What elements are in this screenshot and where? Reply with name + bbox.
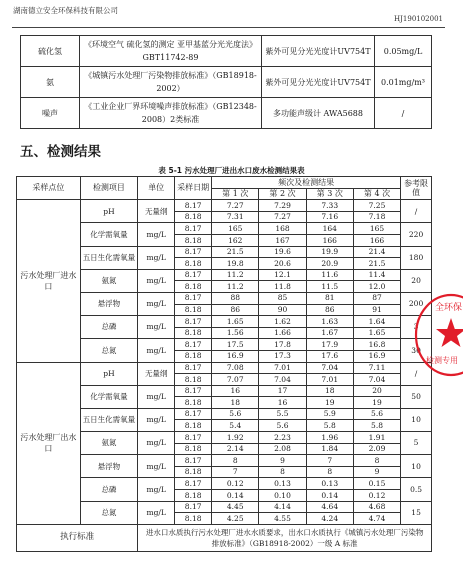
unit: 无量纲 [138, 362, 175, 385]
result-value: 11.4 [353, 269, 400, 281]
sampling-date: 8.18 [175, 211, 212, 223]
result-value: 19.9 [306, 246, 353, 258]
test-item: 五日生化需氧量 [80, 246, 138, 269]
result-value: 8 [306, 466, 353, 478]
unit: mg/L [138, 408, 175, 431]
official-seal-stamp [413, 292, 463, 378]
result-value: 19 [306, 397, 353, 409]
result-value: 2.08 [259, 443, 306, 455]
result-value: 5.6 [353, 408, 400, 420]
result-value: 0.15 [353, 478, 400, 490]
method-instrument: 紫外可见分光光度计UV754T [262, 36, 375, 67]
result-value: 162 [212, 234, 259, 246]
result-value: 11.2 [212, 269, 259, 281]
sampling-date: 8.18 [175, 466, 212, 478]
method-item: 噪声 [21, 98, 80, 129]
svg-text:检测专用: 检测专用 [426, 356, 458, 365]
sampling-date: 8.17 [175, 478, 212, 490]
table-row [17, 362, 432, 374]
sampling-date: 8.17 [175, 455, 212, 467]
result-value: 1.66 [259, 327, 306, 339]
header-ref: 参考限值 [401, 177, 432, 200]
sampling-site: 污水处理厂出水口 [17, 362, 81, 524]
standard-row [17, 524, 432, 551]
sampling-date: 8.18 [175, 258, 212, 270]
result-value: 17.8 [259, 339, 306, 351]
reference-limit: 220 [401, 223, 432, 246]
header-n1: 第 1 次 [212, 188, 259, 200]
sampling-date: 8.17 [175, 292, 212, 304]
result-value: 21.4 [353, 246, 400, 258]
test-item: pH [80, 200, 138, 223]
reference-limit: / [401, 200, 432, 223]
result-value: 11.5 [306, 281, 353, 293]
result-value: 5.6 [212, 408, 259, 420]
result-value: 16.9 [353, 350, 400, 362]
method-instrument: 多功能声级计 AWA5688 [262, 98, 375, 129]
result-value: 7.27 [212, 200, 259, 212]
method-standard: 《环境空气 硫化氢的测定 亚甲基蓝分光光度法》GBT11742-89 [80, 36, 262, 67]
result-value: 0.13 [259, 478, 306, 490]
result-value: 4.25 [212, 513, 259, 525]
unit: mg/L [138, 385, 175, 408]
method-limit: / [375, 98, 432, 129]
sampling-date: 8.18 [175, 443, 212, 455]
result-value: 90 [259, 304, 306, 316]
result-value: 1.65 [353, 327, 400, 339]
sampling-site: 污水处理厂进水口 [17, 200, 81, 362]
sampling-date: 8.17 [175, 223, 212, 235]
result-value: 17.3 [259, 350, 306, 362]
test-item: 化学需氧量 [80, 385, 138, 408]
result-value: 165 [212, 223, 259, 235]
method-item: 氨 [21, 67, 80, 98]
header-item: 检测项目 [80, 177, 138, 200]
result-value: 16.8 [353, 339, 400, 351]
sampling-date: 8.17 [175, 246, 212, 258]
result-value: 1.96 [306, 432, 353, 444]
result-value: 1.91 [353, 432, 400, 444]
result-value: 5.8 [306, 420, 353, 432]
reference-limit: 200 [401, 292, 432, 315]
test-item: 悬浮物 [80, 455, 138, 478]
result-value: 85 [259, 292, 306, 304]
test-item: 化学需氧量 [80, 223, 138, 246]
test-item: 五日生化需氧量 [80, 408, 138, 431]
result-value: 1.62 [259, 316, 306, 328]
result-value: 1.84 [306, 443, 353, 455]
sampling-date: 8.17 [175, 316, 212, 328]
method-item: 硫化氢 [21, 36, 80, 67]
standard-text: 进水口水质执行污水处理厂进水水质要求，出水口水质执行《城镇污水处理厂污染物排放标准》（GB18918-2002）一级 A 标准 [138, 524, 432, 551]
result-value: 17.6 [306, 350, 353, 362]
reference-limit: 180 [401, 246, 432, 269]
result-value: 7.25 [353, 200, 400, 212]
result-value: 166 [306, 234, 353, 246]
header-rule [12, 27, 445, 28]
result-value: 87 [353, 292, 400, 304]
result-value: 168 [259, 223, 306, 235]
result-value: 4.14 [259, 501, 306, 513]
result-value: 2.09 [353, 443, 400, 455]
test-item: 氨氮 [80, 432, 138, 455]
result-value: 2.14 [212, 443, 259, 455]
standard-label: 执行标准 [17, 524, 138, 551]
sampling-date: 8.18 [175, 490, 212, 502]
sampling-date: 8.18 [175, 281, 212, 293]
test-item: 悬浮物 [80, 292, 138, 315]
result-value: 0.13 [306, 478, 353, 490]
result-value: 7.07 [212, 374, 259, 386]
sampling-date: 8.17 [175, 432, 212, 444]
result-value: 20.9 [306, 258, 353, 270]
method-row [21, 36, 432, 67]
reference-limit: 10 [401, 455, 432, 478]
sampling-date: 8.18 [175, 420, 212, 432]
reference-limit: 0.5 [401, 478, 432, 501]
sampling-date: 8.17 [175, 501, 212, 513]
result-value: 16 [259, 397, 306, 409]
result-value: 7.27 [259, 211, 306, 223]
result-value: 4.45 [212, 501, 259, 513]
result-value: 12.1 [259, 269, 306, 281]
result-value: 86 [306, 304, 353, 316]
header-n3: 第 3 次 [306, 188, 353, 200]
result-value: 12.0 [353, 281, 400, 293]
test-item: 总氮 [80, 339, 138, 362]
header-n2: 第 2 次 [259, 188, 306, 200]
method-limit: 0.05mg/L [375, 36, 432, 67]
result-value: 4.68 [353, 501, 400, 513]
result-value: 7.04 [259, 374, 306, 386]
unit: mg/L [138, 455, 175, 478]
result-value: 4.24 [306, 513, 353, 525]
unit: mg/L [138, 339, 175, 362]
method-instrument: 紫外可见分光光度计UV754T [262, 67, 375, 98]
section-title: 五、检测结果 [20, 144, 101, 160]
sampling-date: 8.17 [175, 385, 212, 397]
method-standard: 《工业企业厂界环境噪声排放标准》（GB12348-2008）2类标准 [80, 98, 262, 129]
result-value: 4.64 [306, 501, 353, 513]
result-value: 7.31 [212, 211, 259, 223]
result-value: 8 [212, 455, 259, 467]
result-value: 1.65 [212, 316, 259, 328]
result-value: 16.9 [212, 350, 259, 362]
result-value: 5.8 [353, 420, 400, 432]
unit: mg/L [138, 292, 175, 315]
header-freq: 频次及检测结果 [212, 177, 401, 189]
method-row [21, 98, 432, 129]
sampling-date: 8.18 [175, 304, 212, 316]
report-number: HJ190102001 [394, 15, 443, 23]
sampling-date: 8.17 [175, 269, 212, 281]
result-value: 1.67 [306, 327, 353, 339]
result-value: 18 [306, 385, 353, 397]
test-item: 氨氮 [80, 269, 138, 292]
svg-text:全环保: 全环保 [435, 303, 463, 313]
result-value: 164 [306, 223, 353, 235]
sampling-date: 8.18 [175, 374, 212, 386]
sampling-date: 8.18 [175, 397, 212, 409]
header-n4: 第 4 次 [353, 188, 400, 200]
result-value: 5.9 [306, 408, 353, 420]
unit: 无量纲 [138, 200, 175, 223]
result-value: 86 [212, 304, 259, 316]
reference-limit: 15 [401, 501, 432, 524]
reference-limit: 5 [401, 432, 432, 455]
result-value: 7.18 [353, 211, 400, 223]
result-value: 167 [259, 234, 306, 246]
result-value: 1.56 [212, 327, 259, 339]
unit: mg/L [138, 501, 175, 524]
result-value: 19.8 [212, 258, 259, 270]
result-value: 20 [353, 385, 400, 397]
result-value: 0.14 [212, 490, 259, 502]
result-value: 91 [353, 304, 400, 316]
result-value: 7.04 [353, 374, 400, 386]
result-value: 18 [212, 397, 259, 409]
results-table [16, 176, 432, 552]
result-value: 166 [353, 234, 400, 246]
reference-limit: 50 [401, 385, 432, 408]
sampling-date: 8.18 [175, 350, 212, 362]
method-row [21, 67, 432, 98]
reference-limit: 3 [401, 316, 432, 339]
result-value: 4.55 [259, 513, 306, 525]
result-value: 7.16 [306, 211, 353, 223]
result-value: 7.29 [259, 200, 306, 212]
result-value: 5.4 [212, 420, 259, 432]
result-value: 17.5 [212, 339, 259, 351]
unit: mg/L [138, 432, 175, 455]
reference-limit: / [401, 362, 432, 385]
test-item: 总氮 [80, 501, 138, 524]
result-value: 0.12 [353, 490, 400, 502]
result-value: 165 [353, 223, 400, 235]
result-value: 9 [259, 455, 306, 467]
result-value: 7 [306, 455, 353, 467]
result-value: 0.10 [259, 490, 306, 502]
result-value: 21.5 [353, 258, 400, 270]
method-limit: 0.01mg/m³ [375, 67, 432, 98]
method-table [20, 35, 432, 129]
result-value: 11.8 [259, 281, 306, 293]
result-value: 1.92 [212, 432, 259, 444]
method-standard: 《城镇污水处理厂污染物排放标准》（GB18918-2002） [80, 67, 262, 98]
result-value: 16 [212, 385, 259, 397]
header-unit: 单位 [138, 177, 175, 200]
result-value: 7.04 [306, 362, 353, 374]
result-value: 0.12 [212, 478, 259, 490]
result-value: 4.74 [353, 513, 400, 525]
result-value: 7.11 [353, 362, 400, 374]
reference-limit: 10 [401, 408, 432, 431]
result-value: 19 [353, 397, 400, 409]
sampling-date: 8.17 [175, 362, 212, 374]
table-row [17, 200, 432, 212]
test-item: 总磷 [80, 478, 138, 501]
unit: mg/L [138, 478, 175, 501]
sampling-date: 8.18 [175, 327, 212, 339]
result-value: 17 [259, 385, 306, 397]
result-value: 5.6 [259, 420, 306, 432]
sampling-date: 8.17 [175, 408, 212, 420]
sampling-date: 8.17 [175, 200, 212, 212]
unit: mg/L [138, 316, 175, 339]
result-value: 21.5 [212, 246, 259, 258]
result-value: 88 [212, 292, 259, 304]
result-value: 11.6 [306, 269, 353, 281]
unit: mg/L [138, 246, 175, 269]
result-value: 20.6 [259, 258, 306, 270]
company-name: 湖南德立安全环保科技有限公司 [13, 6, 118, 15]
result-value: 7.33 [306, 200, 353, 212]
header-date: 采样日期 [175, 177, 212, 200]
result-value: 2.23 [259, 432, 306, 444]
header-site: 采样点位 [17, 177, 81, 200]
sampling-date: 8.17 [175, 339, 212, 351]
unit: mg/L [138, 223, 175, 246]
result-value: 7.01 [259, 362, 306, 374]
result-value: 7.01 [306, 374, 353, 386]
test-item: pH [80, 362, 138, 385]
unit: mg/L [138, 269, 175, 292]
test-item: 总磷 [80, 316, 138, 339]
result-value: 1.63 [306, 316, 353, 328]
result-value: 1.64 [353, 316, 400, 328]
result-value: 7.08 [212, 362, 259, 374]
result-value: 8 [353, 455, 400, 467]
sampling-date: 8.18 [175, 234, 212, 246]
result-value: 0.14 [306, 490, 353, 502]
result-value: 9 [353, 466, 400, 478]
result-value: 17.9 [306, 339, 353, 351]
result-value: 7 [212, 466, 259, 478]
reference-limit: 20 [401, 269, 432, 292]
result-value: 8 [259, 466, 306, 478]
table-caption: 表 5-1 污水处理厂进出水口废水检测结果表 [158, 166, 305, 175]
result-value: 5.5 [259, 408, 306, 420]
result-value: 19.6 [259, 246, 306, 258]
sampling-date: 8.18 [175, 513, 212, 525]
reference-limit: 30 [401, 339, 432, 362]
result-value: 81 [306, 292, 353, 304]
result-value: 11.2 [212, 281, 259, 293]
